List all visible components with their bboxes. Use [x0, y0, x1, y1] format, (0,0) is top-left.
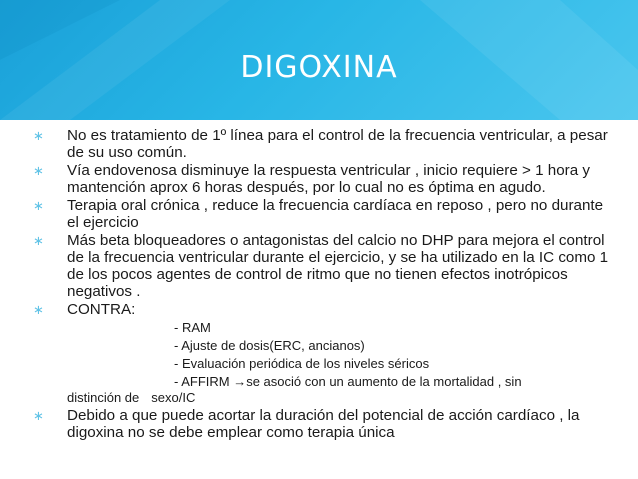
bullet-icon: ∗	[33, 198, 44, 213]
bullet-item	[0, 301, 610, 318]
contra-item: - Evaluación periódica de los niveles séricos	[174, 356, 430, 371]
bullet-text: Terapia oral crónica , reduce la frecuencia cardíaca en reposo , pero no durante el ejercicio	[67, 197, 604, 231]
bullet-item	[0, 407, 610, 441]
bullet-text: CONTRA:	[67, 301, 136, 318]
contra-item: - Ajuste de dosis(ERC, ancianos)	[174, 338, 365, 353]
bullet-text: Vía endovenosa disminuye la respuesta ventricular , inicio requiere > 1 hora y mantención aprox 6 horas después, por lo cual no es óptima en agudo.	[67, 162, 590, 196]
bullet-icon: ∗	[33, 302, 44, 317]
bullet-text: Más beta bloqueadores o antagonistas del calcio no DHP para mejora el control de la frecuencia ventricular durante el ejercicio, y se ha utilizado en la IC como 1 de los pocos agentes de control de ritmo que no tienen efectos inotrópicos negativos .	[67, 232, 609, 300]
bullet-item	[0, 197, 610, 231]
slide-title: DIGOXINA	[240, 50, 398, 85]
bullet-item	[0, 232, 610, 300]
bullet-icon: ∗	[33, 128, 44, 143]
contra-list	[0, 319, 610, 390]
title-banner	[0, 0, 638, 120]
slide-content	[0, 127, 610, 442]
bullet-item	[0, 127, 610, 161]
bullet-icon: ∗	[33, 233, 44, 248]
bullet-text: No es tratamiento de 1º línea para el control de la frecuencia ventricular, a pesar de su uso común.	[67, 127, 608, 161]
continuation-text: sexo/IC	[151, 390, 196, 405]
continuation-text: distinción de	[67, 390, 140, 405]
contra-item: - RAM	[174, 320, 211, 335]
bullet-item	[0, 162, 610, 196]
bullet-icon: ∗	[33, 408, 44, 423]
bullet-icon: ∗	[33, 163, 44, 178]
contra-item: - AFFIRM →se asoció con un aumento de la mortalidad , sin	[174, 374, 522, 389]
contra-continuation	[0, 391, 610, 405]
bullet-text: Debido a que puede acortar la duración del potencial de acción cardíaco , la digoxina no se debe emplear como terapia única	[67, 407, 580, 441]
